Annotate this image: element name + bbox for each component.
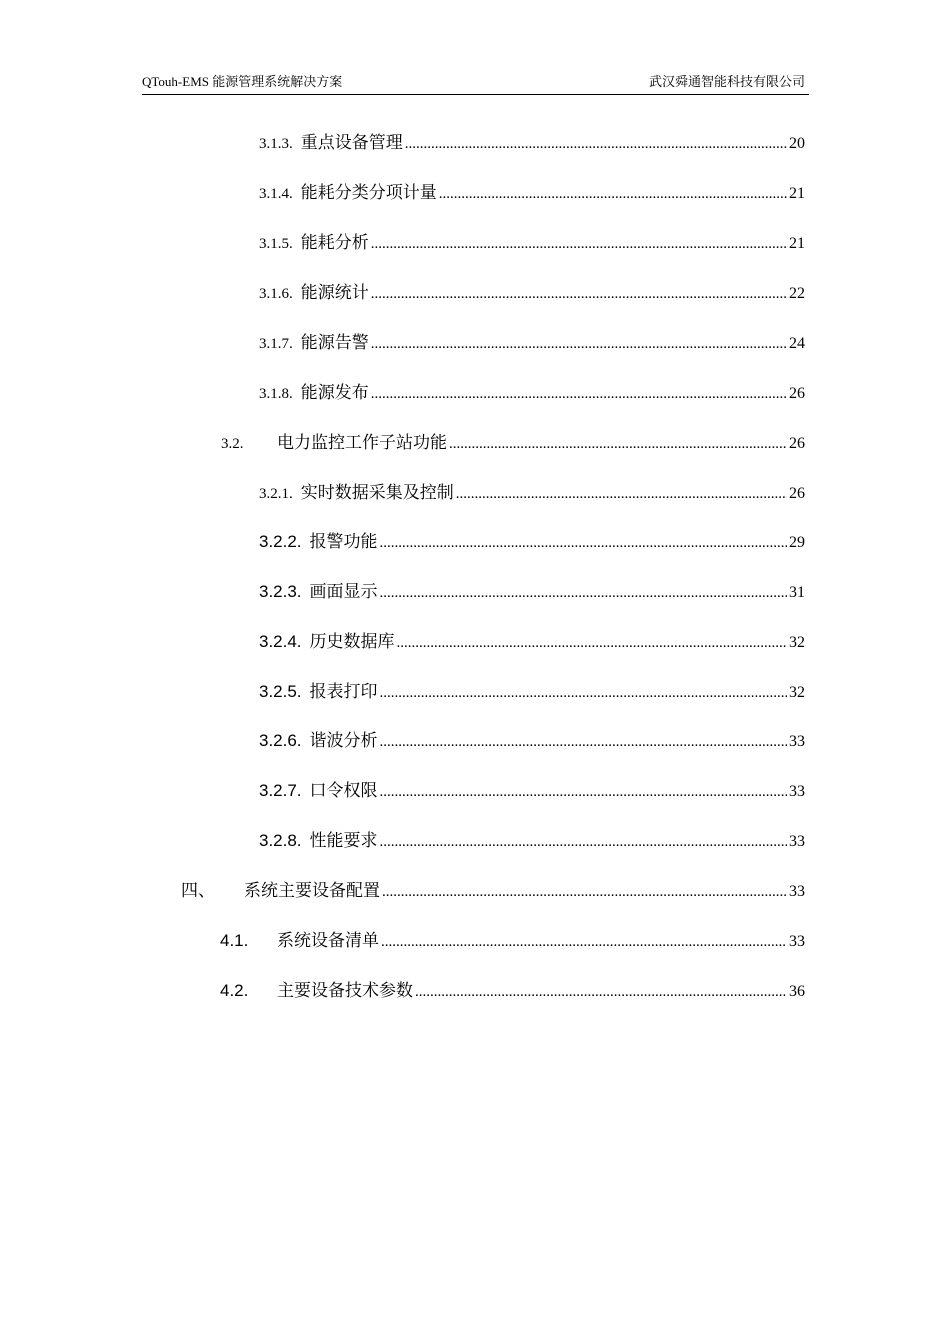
toc-dot-leader	[380, 784, 787, 801]
toc-entry-title: 性能要求	[309, 831, 378, 851]
toc-entry-title: 实时数据采集及控制	[300, 483, 454, 503]
toc-entry[interactable]	[259, 627, 805, 653]
toc-entry-number: 3.1.5.	[259, 236, 293, 252]
toc-entry-number: 3.2.4.	[259, 632, 302, 651]
toc-entry-title: 主要设备技术参数	[277, 981, 413, 1001]
toc-entry-number: 3.2.1.	[259, 486, 293, 502]
toc-entry-number: 3.1.3.	[259, 136, 293, 152]
toc-page-number: 31	[789, 584, 805, 601]
toc-dot-leader	[371, 236, 787, 253]
toc-entry-number: 4.1.	[220, 931, 249, 950]
toc-entry-number: 3.1.6.	[259, 286, 293, 302]
toc-page-number: 22	[789, 285, 805, 302]
toc-entry-title: 历史数据库	[309, 632, 395, 652]
toc-entry[interactable]	[259, 278, 805, 304]
toc-entry-title: 画面显示	[309, 582, 378, 602]
toc-entry-title: 能耗分析	[300, 233, 369, 253]
toc-dot-leader	[405, 136, 787, 153]
toc-page-number: 33	[789, 933, 805, 950]
toc-entry-title: 报警功能	[309, 532, 378, 552]
toc-entry-title: 报表打印	[309, 682, 378, 702]
toc-entry-number: 3.2.8.	[259, 831, 302, 850]
toc-dot-leader	[397, 635, 787, 652]
toc-dot-leader	[380, 585, 787, 602]
toc-entry-number: 3.1.7.	[259, 336, 293, 352]
toc-entry[interactable]	[259, 328, 805, 354]
toc-entry[interactable]	[259, 776, 805, 802]
toc-page-number: 33	[789, 783, 805, 800]
toc-entry[interactable]	[259, 228, 805, 254]
toc-dot-leader	[380, 834, 787, 851]
toc-page-number: 29	[789, 534, 805, 551]
toc-entry-title: 能源统计	[300, 283, 369, 303]
toc-entry-title: 能耗分类分项计量	[300, 183, 437, 203]
toc-entry-number: 3.2.5.	[259, 682, 302, 701]
toc-entry-number: 3.1.8.	[259, 386, 293, 402]
toc-page-number: 24	[789, 335, 805, 352]
toc-entry-title: 系统设备清单	[277, 931, 379, 951]
toc-entry-number: 3.2.7.	[259, 781, 302, 800]
toc-entry-number: 3.2.	[221, 436, 244, 452]
toc-entry-title: 谐波分析	[309, 731, 378, 751]
toc-entry[interactable]	[259, 826, 805, 852]
toc-page-number: 32	[789, 684, 805, 701]
toc-entry[interactable]	[259, 726, 805, 752]
toc-entry-title: 系统主要设备配置	[244, 881, 380, 901]
toc-dot-leader	[382, 884, 787, 901]
toc-entry[interactable]	[220, 926, 805, 952]
toc-dot-leader	[449, 436, 787, 453]
toc-entry-title: 电力监控工作子站功能	[277, 433, 447, 453]
toc-entry-title: 重点设备管理	[300, 133, 403, 153]
toc-page-number: 26	[789, 485, 805, 502]
toc-dot-leader	[371, 386, 787, 403]
toc-page-number: 21	[789, 185, 805, 202]
toc-page-number: 33	[789, 733, 805, 750]
toc-dot-leader	[380, 535, 787, 552]
toc-dot-leader	[456, 486, 787, 503]
toc-page-number: 32	[789, 634, 805, 651]
toc-page-number: 36	[789, 983, 805, 1000]
toc-entry-number: 3.2.2.	[259, 532, 302, 551]
toc-dot-leader	[439, 186, 787, 203]
toc-entry[interactable]	[259, 478, 805, 504]
toc-dot-leader	[380, 685, 787, 702]
toc-entry[interactable]	[259, 128, 805, 154]
toc-dot-leader	[371, 286, 787, 303]
toc-entry-number: 四、	[181, 881, 215, 901]
toc-page-number: 20	[789, 135, 805, 152]
toc-page-number: 26	[789, 435, 805, 452]
toc-page-number: 33	[789, 883, 805, 900]
page-header	[142, 70, 809, 95]
toc-entry[interactable]	[259, 178, 805, 204]
toc-entry[interactable]	[181, 876, 805, 902]
toc-dot-leader	[381, 934, 787, 951]
toc-entry-number: 3.1.4.	[259, 186, 293, 202]
toc-page-number: 33	[789, 833, 805, 850]
header-document-title: QTouh-EMS 能源管理系统解决方案	[142, 74, 343, 89]
toc-dot-leader	[371, 336, 787, 353]
toc-entry-number: 4.2.	[220, 981, 249, 1000]
toc-page-number: 21	[789, 235, 805, 252]
toc-entry-number: 3.2.6.	[259, 731, 302, 750]
toc-entry[interactable]	[259, 577, 805, 603]
toc-entry[interactable]	[259, 677, 805, 703]
toc-entry[interactable]	[220, 976, 805, 1002]
toc-entry[interactable]	[259, 527, 805, 553]
toc-entry-title: 口令权限	[309, 781, 378, 801]
toc-entry[interactable]	[221, 428, 805, 454]
toc-dot-leader	[415, 984, 787, 1001]
header-company-name: 武汉舜通智能科技有限公司	[648, 75, 805, 90]
toc-entry-title: 能源发布	[300, 383, 369, 403]
toc-page-number: 26	[789, 385, 805, 402]
toc-entry-number: 3.2.3.	[259, 582, 302, 601]
toc-entry[interactable]	[259, 378, 805, 404]
toc-dot-leader	[380, 734, 787, 751]
toc-entry-title: 能源告警	[300, 333, 369, 353]
